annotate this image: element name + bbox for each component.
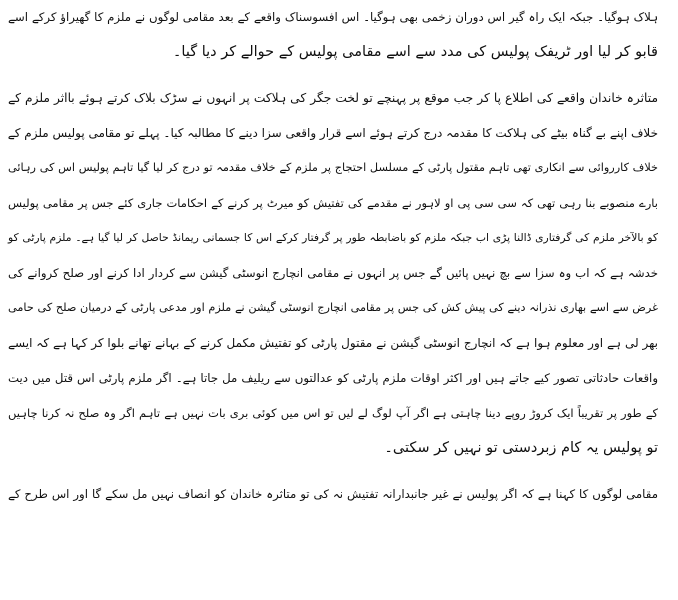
text-line: کے طور پر تقریباً ایک کروڑ روپے دینا چاہتی ہے اگر آپ لوگ لے لیں تو اس میں کوئی بری بات نہیں ہے تاہم اگر وہ صلح نہ کرنا چاہیں — [8, 406, 658, 420]
paragraph-2 — [0, 81, 678, 466]
paragraph-gap — [0, 70, 678, 81]
text-line: قابو کر لیا اور ٹریفک پولیس کی مدد سے اسے مقامی پولیس کے حوالے کر دیا گیا۔ — [172, 44, 658, 60]
paragraph-3 — [0, 477, 678, 512]
text-line: ہلاک ہوگیا۔ جبکہ ایک راہ گیر اس دوران زخمی بھی ہوگیا۔ اس افسوسناک واقعے کے بعد مقامی لوگوں نے ملزم کا گھیراؤ کرکے اسے — [8, 10, 658, 24]
paragraph-1 — [0, 0, 678, 70]
text-line: بارے منصوبے بنا رہی تھی کہ سی سی پی او لاہور نے مقدمے کی تفتیش کو میرٹ پر کرنے کے احکامات جاری کئے جس پر مقامی پولیس — [8, 196, 658, 210]
text-line: بھر لی ہے اور معلوم ہوا ہے کہ انچارج انوسٹی گیشن نے مقتول پارٹی کو تفتیش مکمل کرنے کے بہانے تھانے بلوا کر کہا ہے کہ ایسے — [8, 336, 658, 350]
text-line: غرض سے اسے بھاری نذرانہ دینے کی پیش کش کی جس پر مقامی انچارج انوسٹی گیشن نے ملزم اور مدعی پارٹی کے درمیان صلح کی حامی — [8, 301, 658, 314]
text-line: متاثرہ خاندان واقعے کی اطلاع پا کر جب موقع پر پہنچے تو لخت جگر کی ہلاکت پر انہوں نے سڑک بلاک کرتے ہوئے بااثر ملزم کے — [8, 91, 658, 105]
text-line: خلاف اپنے بے گناہ بیٹے کی ہلاکت کا مقدمہ درج کرتے ہوئے اسے قرار واقعی سزا دینے کا مطالبہ کیا۔ پہلے تو مقامی پولیس ملزم کے — [7, 126, 658, 140]
text-line: خدشہ ہے کہ اب وہ سزا سے بچ نہیں پائیں گے جس پر انہوں نے مقامی انچارج انوسٹی گیشن سے کردار ادا کرنے اور صلح کروانے کی — [8, 266, 658, 280]
text-line: تو پولیس یہ کام زبردستی تو نہیں کر سکتی۔ — [384, 440, 658, 456]
text-line: واقعات حادثاتی تصور کیے جاتے ہیں اور اکثر اوقات ملزم پارٹی کو عدالتوں سے ریلیف مل جاتا ہے۔ اگر ملزم پارٹی اس قتل میں دیت — [8, 371, 658, 385]
text-line: کو بالآخر ملزم کی گرفتاری ڈالنا پڑی اب جبکہ ملزم کو باضابطہ طور پر گرفتار کرکے اس کا جسمانی ریمانڈ حاصل کر لیا گیا ہے۔ ملزم پارٹی کو — [8, 231, 658, 244]
text-line: خلاف کارروائی سے انکاری تھی تاہم مقتول پارٹی کے مسلسل احتجاج پر ملزم کے خلاف مقدمہ تو درج کر لیا گیا تاہم پولیس اس کی رہائی — [8, 161, 658, 174]
paragraph-gap — [0, 466, 678, 477]
text-line: مقامی لوگوں کا کہنا ہے کہ اگر پولیس نے غیر جانبدارانہ تفتیش نہ کی تو متاثرہ خاندان کو انصاف نہیں مل سکے گا اور اس طرح کے — [8, 487, 658, 501]
